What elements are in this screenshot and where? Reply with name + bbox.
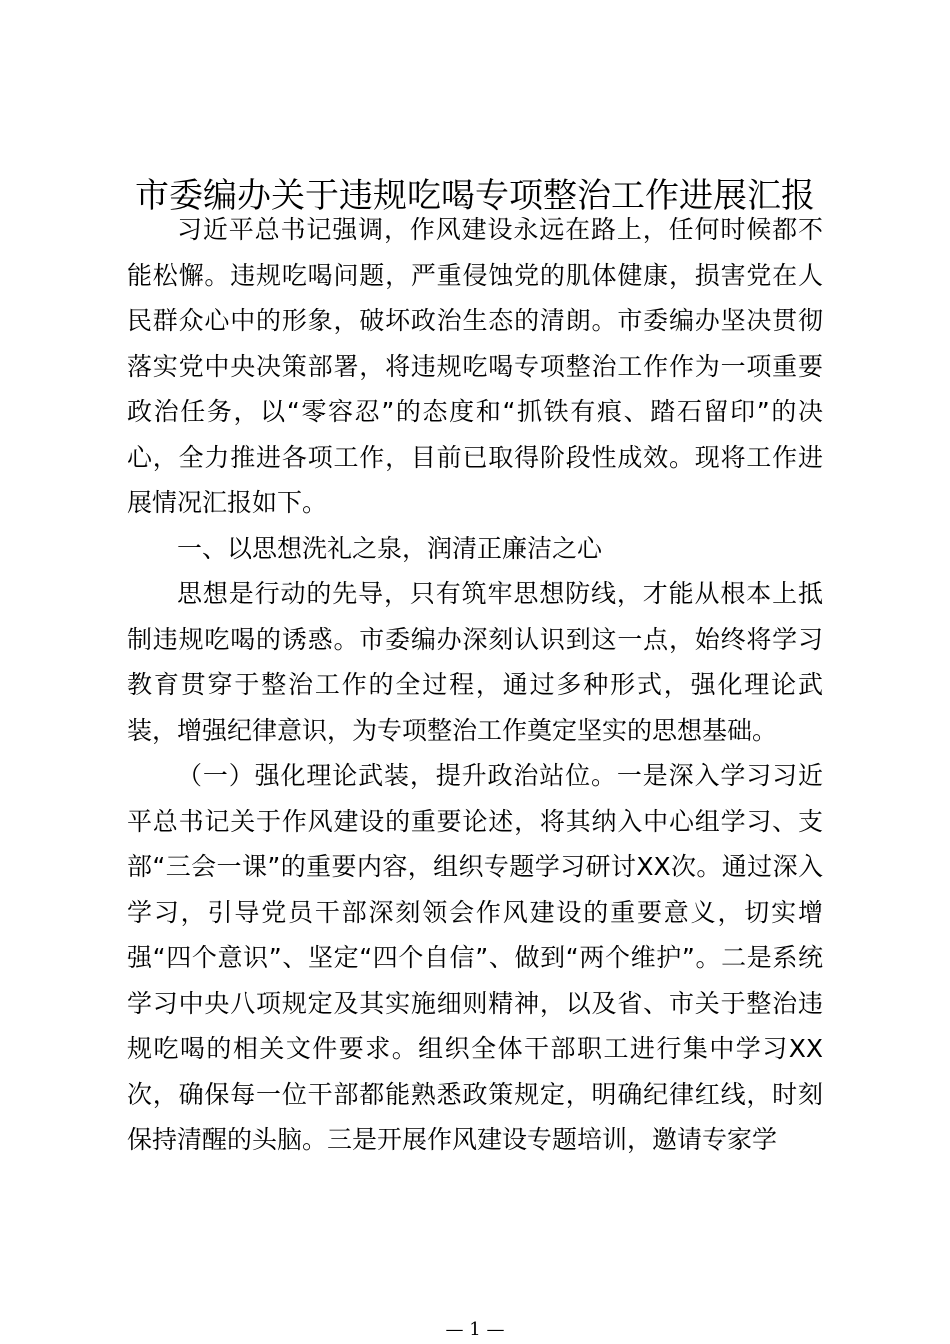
subsection-paragraph: （一）强化理论武装，提升政治站位。一是深入学习习近平总书记关于作风建设的重要论述，将其纳入中心组学习、支部“三会一课”的重要内容，组织专题学习研讨XX次。通过深入学习，引导党员干部深刻领会作风建设的重要意义，切实增强“四个意识”、坚定“四个自信”、做到“两个维护”。二是系统学习中央八项规定及其实施细则精神，以及省、市关于整治违规吃喝的相关文件要求。组织全体干部职工进行集中学习XX次，确保每一位干部都能熟悉政策规定，明确纪律红线，时刻保持清醒的头脑。三是开展作风建设专题培训，邀请专家学 [127, 761, 823, 1154]
section-heading: 一、以思想洗礼之泉，润清正廉洁之心 [177, 533, 603, 563]
page-number: — 1 — [445, 1319, 505, 1340]
document-title: 市委编办关于违规吃喝专项整治工作进展汇报 [135, 176, 815, 216]
document-body [127, 207, 823, 1163]
section-paragraph: 思想是行动的先导，只有筑牢思想防线，才能从根本上抵制违规吃喝的诱惑。市委编办深刻认识到这一点，始终将学习教育贯穿于整治工作的全过程，通过多种形式，强化理论武装，增强纪律意识，为专项整治工作奠定坚实的思想基础。 [127, 579, 823, 745]
intro-paragraph: 习近平总书记强调，作风建设永远在路上，任何时候都不能松懈。违规吃喝问题，严重侵蚀党的肌体健康，损害党在人民群众心中的形象，破坏政治生态的清朗。市委编办坚决贯彻落实党中央决策部署，将违规吃喝专项整治工作作为一项重要政治任务，以“零容忍”的态度和“抓铁有痕、踏石留印”的决心，全力推进各项工作，目前已取得阶段性成效。现将工作进展情况汇报如下。 [127, 215, 823, 517]
